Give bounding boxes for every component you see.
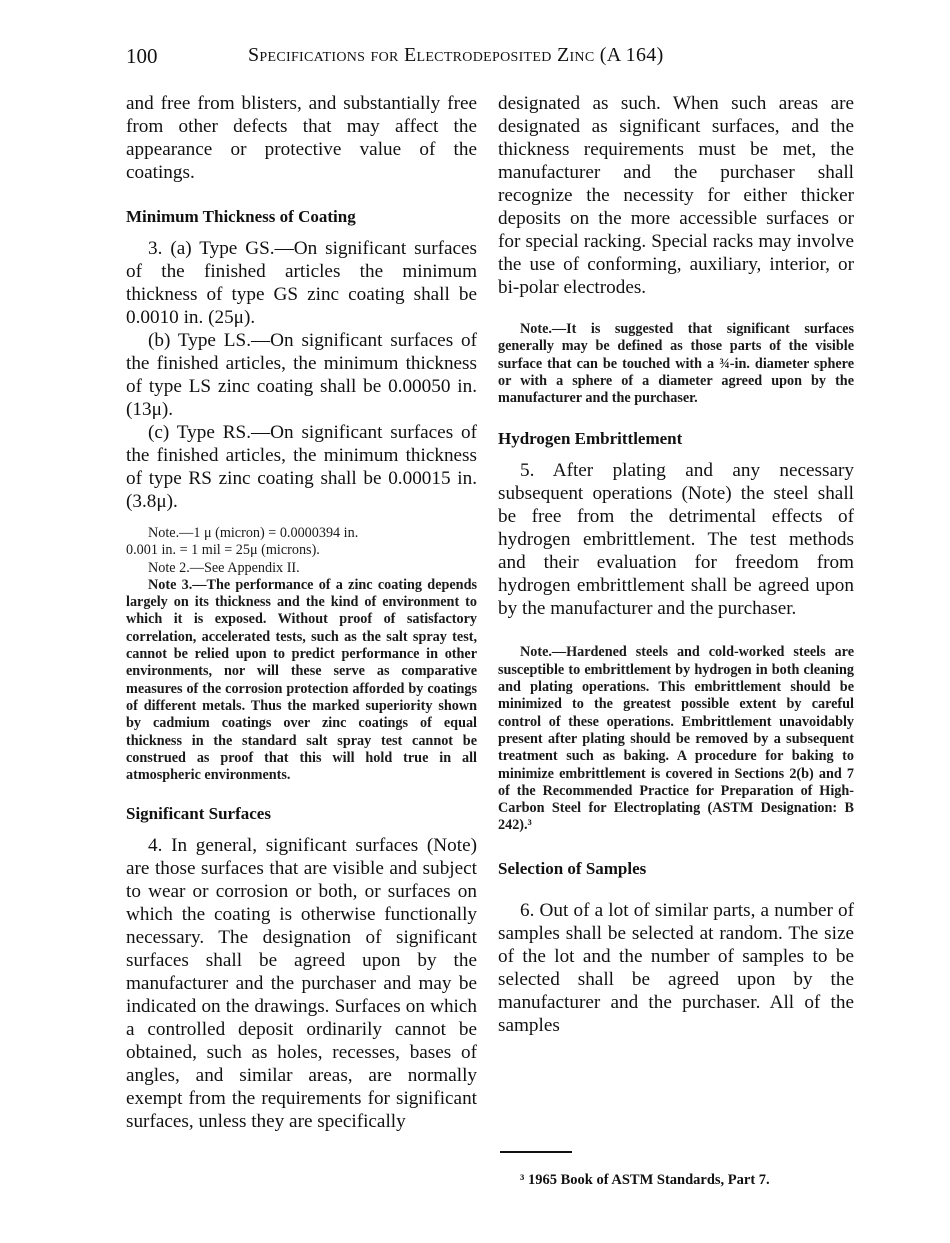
paragraph-6: 6. Out of a lot of similar parts, a number of samples shall be selected at random. The size of the lot and the number of samples to be selected shall be agreed upon by the manufacturer and the purchaser. All of the samples (498, 899, 854, 1036)
heading-hydrogen-embrittlement: Hydrogen Embrittlement (498, 429, 683, 449)
left-column (126, 92, 477, 1133)
note-mil: 0.001 in. = 1 mil = 25μ (microns). (126, 542, 320, 559)
footnote: ³ 1965 Book of ASTM Standards, Part 7. (520, 1172, 770, 1188)
paragraph-5: 5. After plating and any necessary subsequent operations (Note) the steel shall be free from the detrimental effects of hydrogen embrittlement. The test methods and their evaluation for freedom from hydrogen embrittlement shall be agreed upon by the manufacturer and the purchaser. (498, 460, 854, 620)
heading-minimum-thickness: Minimum Thickness of Coating (126, 207, 356, 226)
heading-significant-surfaces: Significant Surfaces (126, 804, 271, 824)
paragraph-3c: (c) Type RS.—On significant surfaces of the finished articles, the minimum thickness of type RS zinc coating shall be 0.00015 in. (3.8μ). (126, 422, 477, 512)
paragraph-4-continued: designated as such. When such areas are designated as significant surfaces, and the thickness requirements must be met, the manufacturer and the purchaser shall recognize the necessity for either thicker deposits on the more accessible surfaces or for special racking. Special racks may involve the use of conforming, auxiliary, interior, or bi-polar electrodes. (498, 93, 854, 298)
page-number: 100 (126, 44, 158, 68)
paragraph-3a: 3. (a) Type GS.—On significant surfaces of the finished articles the minimum thickness of type GS zinc coating shall be 0.0010 in. (25μ). (126, 238, 477, 328)
note-hardened-steels: Note.—Hardened steels and cold-worked steels are susceptible to embrittlement by hydrogen in both cleaning and plating operations. This embrittlement should be minimized to the greatest possible extent by careful control of these operations. Embrittlement unavoidably present after plating should be removed by a subsequent treatment such as baking. A procedure for baking to minimize embrittlement is covered in Sections 2(b) and 7 of the Recommended Practice for Preparation of High-Carbon Steel for Electroplating (ASTM Designation: B 242).³ (498, 644, 854, 834)
running-head: Specifications for Electrodeposited Zinc (A 164) (248, 44, 664, 66)
footnote-rule (500, 1151, 572, 1153)
paragraph-3b: (b) Type LS.—On significant surfaces of the finished articles, the minimum thickness of type LS zinc coating shall be 0.00050 in. (13μ). (126, 330, 477, 420)
note-2: Note 2.—See Appendix II. (148, 559, 300, 576)
note-significant-surfaces: Note.—It is suggested that significant surfaces generally may be defined as those parts of the visible surface that can be touched with a ¾-in. diameter sphere or with a sphere of a diameter agreed upon by the manufacturer and the purchaser. (498, 321, 854, 407)
heading-selection-of-samples: Selection of Samples (498, 858, 647, 878)
note-3: Note 3.—The performance of a zinc coating depends largely on its thickness and the kind of environment to which it is exposed. Without proof of satisfactory correlation, accelerated tests, such as the salt spray test, cannot be relied upon to predict performance in other environments, nor will these serve as comparative measures of the corrosion protection afforded by coatings of different metals. Thus the marked superiority shown by cadmium coatings over zinc coatings of equal thickness in the standard salt spray test cannot be construed as proof that this will hold true in all atmospheric environments. (126, 576, 477, 784)
note-micron: Note.—1 μ (micron) = 0.0000394 in. (148, 525, 359, 541)
paragraph-continued: and free from blisters, and substantially free from other defects that may affect the appearance or protective value of the coatings. (126, 93, 477, 183)
paragraph-4: 4. In general, significant surfaces (Note) are those surfaces that are visible and subject to wear or corrosion or both, or surfaces on which the coating is otherwise functionally necessary. The designation of significant surfaces shall be agreed upon by the manufacturer and the purchaser and may be indicated on the drawings. Surfaces on which a controlled deposit ordinarily cannot be obtained, such as holes, recesses, bases of angles, and similar areas, are normally exempt from the requirements for significant surfaces, unless they are specifically (126, 835, 477, 1133)
right-column (498, 92, 854, 1037)
